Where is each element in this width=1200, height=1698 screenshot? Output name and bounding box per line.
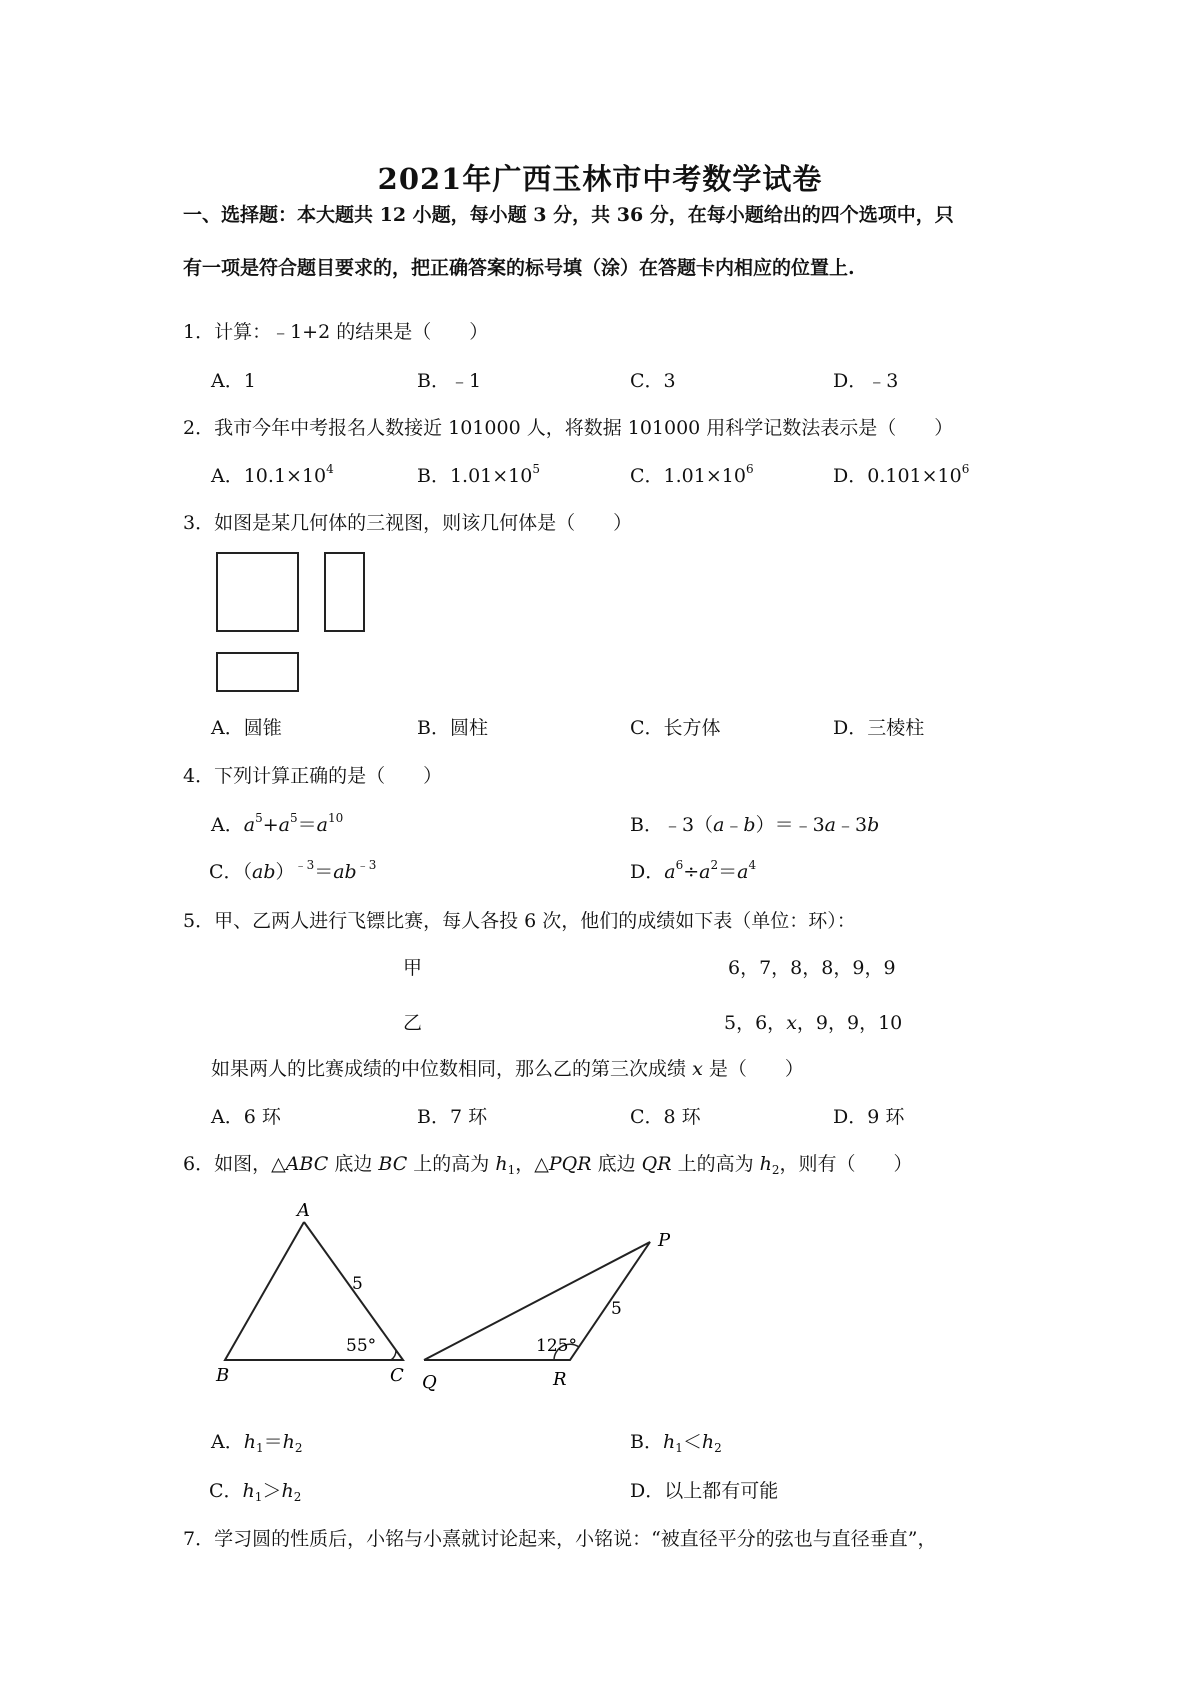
relation-op: ＝ <box>263 1431 283 1453</box>
question-1-option-a[interactable]: A．1 <box>211 370 256 392</box>
stem-text: ，则有（ ） <box>779 1153 913 1175</box>
section-heading-line-1: 一、选择题：本大题共 12 小题，每小题 3 分，共 36 分，在每小题给出的四个选项中，只 <box>183 204 954 226</box>
followup-prefix: 如果两人的比赛成绩的中位数相同，那么乙的第三次成绩 <box>211 1058 687 1080</box>
relation-op: ＞ <box>262 1480 282 1502</box>
stem-text: 上的高为 <box>413 1153 490 1175</box>
question-1-option-b[interactable]: B．﹣1 <box>417 370 482 392</box>
scores-prefix: 5，6， <box>724 1012 787 1034</box>
score-table-row-name: 甲 <box>403 957 423 979</box>
question-3-option-b[interactable]: B．圆柱 <box>417 717 488 739</box>
question-4-option-d[interactable]: D．$a^6\div a^2=a^4$ <box>630 858 757 883</box>
question-2-option-d-exponent: 6 <box>961 462 970 476</box>
triangles-figure <box>200 1196 720 1396</box>
h-sub: 1 <box>255 1441 264 1455</box>
question-2-option-a-exponent: 4 <box>326 462 334 476</box>
question-4-stem: 4．下列计算正确的是（ ） <box>183 765 443 787</box>
top-view-figure <box>216 652 299 692</box>
stem-var: QR <box>641 1153 672 1175</box>
question-2-option-c-base: C．1.01×10 <box>630 465 746 487</box>
question-2-option-a-base: A．10.1×10 <box>211 465 327 487</box>
option-label: A． <box>211 1431 244 1453</box>
score-table-row-scores: 6，7，8，8，9，9 <box>728 957 896 979</box>
question-2-option-d[interactable] <box>833 461 969 488</box>
angle-c-label: 55° <box>346 1336 377 1356</box>
page-title: 2021年广西玉林市中考数学试卷 <box>377 162 823 196</box>
stem-var: BC <box>378 1153 408 1175</box>
scores-variable: x <box>786 1012 797 1034</box>
angle-c-arc <box>391 1350 396 1360</box>
question-2-option-d-base: D．0.101×10 <box>833 465 962 487</box>
question-1-option-c[interactable]: C．3 <box>630 370 676 392</box>
stem-text: 底边 <box>597 1153 636 1175</box>
vertex-a-label: A <box>297 1200 310 1221</box>
question-2-option-b[interactable] <box>417 461 540 488</box>
question-3-option-d[interactable]: D．三棱柱 <box>833 717 925 739</box>
h-sub: 1 <box>675 1441 683 1455</box>
stem-sub: 2 <box>771 1163 780 1177</box>
vertex-r-label: R <box>553 1369 567 1390</box>
question-1-stem: 1．计算：﹣1+2 的结果是（ ） <box>183 321 489 343</box>
question-2-option-a[interactable] <box>211 461 334 488</box>
stem-text: ，△ <box>515 1153 549 1175</box>
vertex-p-label: P <box>658 1230 671 1251</box>
angle-r-label: 125° <box>536 1336 577 1356</box>
question-6-option-c[interactable] <box>209 1476 301 1503</box>
h-sub: 1 <box>254 1490 263 1504</box>
question-7-stem: 7．学习圆的性质后，小铭与小熹就讨论起来，小铭说：“被直径平分的弦也与直径垂直”， <box>183 1528 937 1550</box>
h-sub: 2 <box>293 1490 302 1504</box>
stem-text: 6．如图，△ <box>183 1153 286 1175</box>
question-4-option-c[interactable]: C．$(ab)^{﹣3}=ab^{﹣3}$ <box>209 858 377 883</box>
side-ac-label: 5 <box>352 1274 363 1294</box>
question-6-option-d[interactable]: D．以上都有可能 <box>630 1480 779 1502</box>
section-heading <box>183 189 1023 295</box>
question-5-followup <box>211 1054 804 1081</box>
option-label: C． <box>209 1480 243 1502</box>
question-3-stem: 3．如图是某几何体的三视图，则该几何体是（ ） <box>183 512 633 534</box>
question-5-option-c[interactable]: C．8 环 <box>630 1106 701 1128</box>
question-5-option-b[interactable]: B．7 环 <box>417 1106 488 1128</box>
question-5-option-d[interactable]: D．9 环 <box>833 1106 905 1128</box>
h-var: h <box>701 1431 715 1453</box>
h-var: h <box>662 1431 676 1453</box>
stem-sub: 1 <box>507 1163 516 1177</box>
question-2-option-b-exponent: 5 <box>532 462 541 476</box>
section-heading-line-2: 有一项是符合题目要求的，把正确答案的标号填（涂）在答题卡内相应的位置上. <box>183 257 855 279</box>
stem-text: 底边 <box>334 1153 373 1175</box>
relation-op: ＜ <box>682 1431 702 1453</box>
scores-suffix: ，9，9，10 <box>796 1012 903 1034</box>
question-6-option-a[interactable] <box>211 1427 303 1454</box>
question-3-option-c[interactable]: C．长方体 <box>630 717 721 739</box>
h-var: h <box>243 1431 256 1453</box>
vertex-b-label: B <box>216 1365 230 1386</box>
score-table-row-name: 乙 <box>403 1012 423 1034</box>
stem-var: h <box>495 1153 508 1175</box>
question-6-option-b[interactable] <box>630 1427 722 1454</box>
followup-suffix: 是（ ） <box>708 1058 804 1080</box>
triangle-abc <box>225 1222 403 1360</box>
h-var: h <box>282 1431 295 1453</box>
question-5-option-a[interactable]: A．6 环 <box>211 1106 281 1128</box>
vertex-c-label: C <box>390 1365 404 1386</box>
question-5-stem: 5．甲、乙两人进行飞镖比赛，每人各投 6 次，他们的成绩如下表（单位：环）： <box>183 910 856 932</box>
question-2-option-c[interactable] <box>630 461 754 488</box>
followup-variable: x <box>692 1058 703 1080</box>
question-4-option-a[interactable]: A．$a^5+a^5=a^{10}$ <box>211 811 344 836</box>
h-sub: 2 <box>294 1441 303 1455</box>
question-2-stem: 2．我市今年中考报名人数接近 101000 人，将数据 101000 用科学记数法表示是（ ） <box>183 417 954 439</box>
option-label: A． <box>211 814 244 836</box>
score-table-row-scores <box>724 1008 902 1035</box>
question-1-option-d[interactable]: D．﹣3 <box>833 370 899 392</box>
stem-var: PQR <box>548 1153 592 1175</box>
question-6-stem <box>183 1149 913 1176</box>
stem-var: ABC <box>285 1153 329 1175</box>
question-3-option-a[interactable]: A．圆锥 <box>211 717 282 739</box>
h-var: h <box>242 1480 255 1502</box>
stem-text: 上的高为 <box>677 1153 754 1175</box>
stem-var: h <box>759 1153 772 1175</box>
h-sub: 2 <box>714 1441 722 1455</box>
question-4-option-b[interactable]: B．﹣3（a﹣b）＝﹣3a﹣3b <box>630 814 880 836</box>
side-view-figure <box>324 552 365 632</box>
h-var: h <box>281 1480 294 1502</box>
question-2-option-b-base: B．1.01×10 <box>417 465 533 487</box>
front-view-figure <box>216 552 299 632</box>
vertex-q-label: Q <box>422 1372 437 1393</box>
side-pr-label: 5 <box>611 1299 622 1319</box>
option-label: B． <box>630 1431 663 1453</box>
option-label: D． <box>630 861 665 883</box>
question-2-option-c-exponent: 6 <box>745 462 754 476</box>
